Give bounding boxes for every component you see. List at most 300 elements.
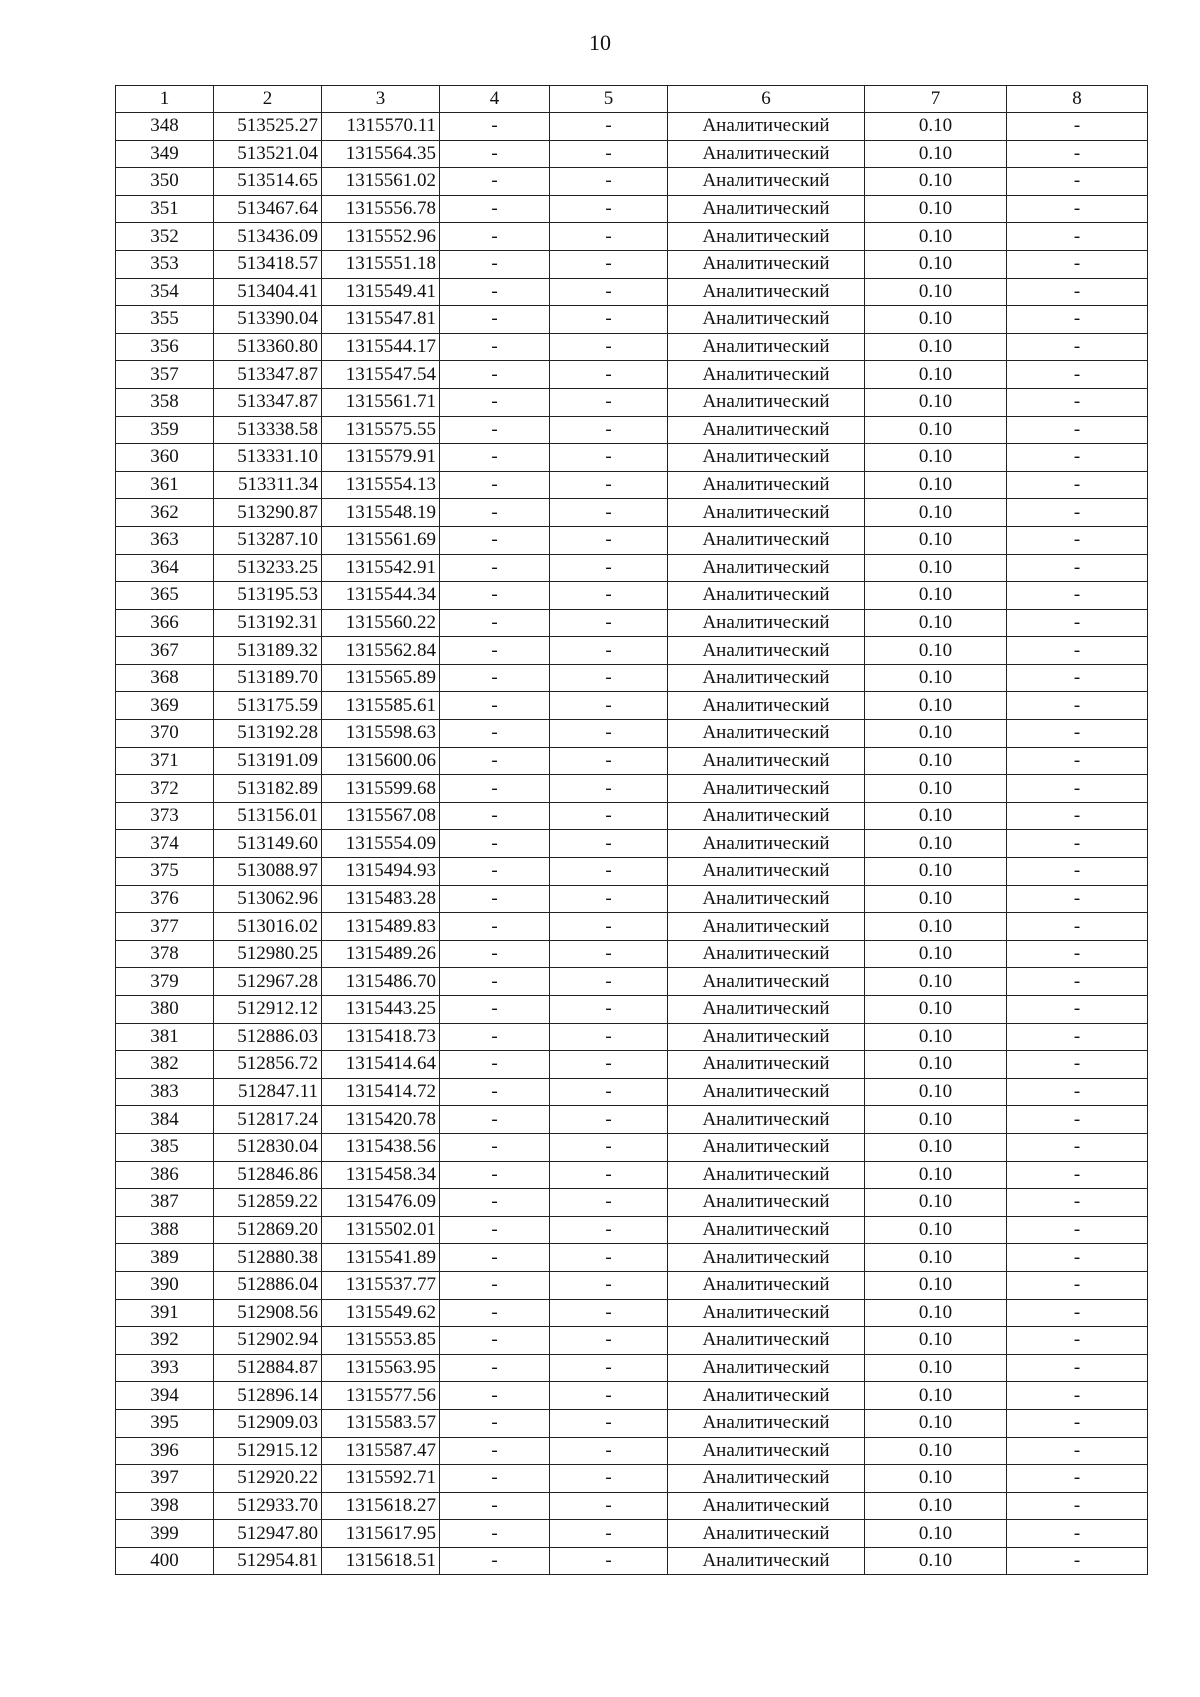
col4-cell: - bbox=[440, 1189, 550, 1217]
coord-y-cell: 1315549.62 bbox=[322, 1299, 440, 1327]
coord-x-cell: 512933.70 bbox=[214, 1492, 322, 1520]
coord-x-cell: 513016.02 bbox=[214, 913, 322, 941]
table-row bbox=[116, 692, 1148, 720]
col4-cell: - bbox=[440, 113, 550, 141]
col5-cell: - bbox=[550, 996, 668, 1024]
coord-y-cell: 1315561.71 bbox=[322, 388, 440, 416]
coordinates-table bbox=[115, 85, 1148, 1575]
col8-cell: - bbox=[1007, 333, 1148, 361]
method-cell: Аналитический bbox=[668, 802, 865, 830]
col5-cell: - bbox=[550, 720, 668, 748]
col8-cell: - bbox=[1007, 471, 1148, 499]
method-cell: Аналитический bbox=[668, 1465, 865, 1493]
col5-cell: - bbox=[550, 306, 668, 334]
table-row bbox=[116, 1299, 1148, 1327]
coord-y-cell: 1315564.35 bbox=[322, 140, 440, 168]
point-number-cell: 394 bbox=[116, 1382, 214, 1410]
col4-cell: - bbox=[440, 1382, 550, 1410]
col4-cell: - bbox=[440, 1409, 550, 1437]
table-row bbox=[116, 940, 1148, 968]
coord-x-cell: 512912.12 bbox=[214, 996, 322, 1024]
col8-cell: - bbox=[1007, 1023, 1148, 1051]
col8-cell: - bbox=[1007, 306, 1148, 334]
col5-cell: - bbox=[550, 913, 668, 941]
col4-cell: - bbox=[440, 1078, 550, 1106]
col8-cell: - bbox=[1007, 416, 1148, 444]
coord-y-cell: 1315549.41 bbox=[322, 278, 440, 306]
accuracy-cell: 0.10 bbox=[865, 554, 1007, 582]
table-row bbox=[116, 1520, 1148, 1548]
table-row bbox=[116, 113, 1148, 141]
point-number-cell: 364 bbox=[116, 554, 214, 582]
coord-x-cell: 513525.27 bbox=[214, 113, 322, 141]
method-cell: Аналитический bbox=[668, 554, 865, 582]
table-row bbox=[116, 444, 1148, 472]
method-cell: Аналитический bbox=[668, 996, 865, 1024]
point-number-cell: 362 bbox=[116, 499, 214, 527]
col5-cell: - bbox=[550, 223, 668, 251]
col5-cell: - bbox=[550, 526, 668, 554]
method-cell: Аналитический bbox=[668, 775, 865, 803]
coord-y-cell: 1315489.83 bbox=[322, 913, 440, 941]
coord-x-cell: 513062.96 bbox=[214, 885, 322, 913]
table-row bbox=[116, 1216, 1148, 1244]
point-number-cell: 366 bbox=[116, 609, 214, 637]
coord-y-cell: 1315544.34 bbox=[322, 582, 440, 610]
table-row bbox=[116, 1437, 1148, 1465]
table-row bbox=[116, 802, 1148, 830]
coord-y-cell: 1315438.56 bbox=[322, 1133, 440, 1161]
col8-cell: - bbox=[1007, 1078, 1148, 1106]
coord-y-cell: 1315420.78 bbox=[322, 1106, 440, 1134]
col5-cell: - bbox=[550, 1023, 668, 1051]
point-number-cell: 382 bbox=[116, 1051, 214, 1079]
method-cell: Аналитический bbox=[668, 913, 865, 941]
coord-y-cell: 1315592.71 bbox=[322, 1465, 440, 1493]
column-header-3: 3 bbox=[322, 86, 440, 113]
col4-cell: - bbox=[440, 609, 550, 637]
method-cell: Аналитический bbox=[668, 471, 865, 499]
point-number-cell: 353 bbox=[116, 250, 214, 278]
col5-cell: - bbox=[550, 609, 668, 637]
col4-cell: - bbox=[440, 168, 550, 196]
method-cell: Аналитический bbox=[668, 223, 865, 251]
table-row bbox=[116, 526, 1148, 554]
accuracy-cell: 0.10 bbox=[865, 361, 1007, 389]
col8-cell: - bbox=[1007, 1271, 1148, 1299]
method-cell: Аналитический bbox=[668, 747, 865, 775]
col8-cell: - bbox=[1007, 747, 1148, 775]
coord-y-cell: 1315486.70 bbox=[322, 968, 440, 996]
point-number-cell: 349 bbox=[116, 140, 214, 168]
column-header-1: 1 bbox=[116, 86, 214, 113]
coord-y-cell: 1315551.18 bbox=[322, 250, 440, 278]
coord-x-cell: 512869.20 bbox=[214, 1216, 322, 1244]
accuracy-cell: 0.10 bbox=[865, 830, 1007, 858]
table-row bbox=[116, 1354, 1148, 1382]
col5-cell: - bbox=[550, 1354, 668, 1382]
col5-cell: - bbox=[550, 664, 668, 692]
col8-cell: - bbox=[1007, 913, 1148, 941]
col8-cell: - bbox=[1007, 996, 1148, 1024]
point-number-cell: 383 bbox=[116, 1078, 214, 1106]
coord-x-cell: 513467.64 bbox=[214, 195, 322, 223]
col5-cell: - bbox=[550, 582, 668, 610]
col8-cell: - bbox=[1007, 1327, 1148, 1355]
col4-cell: - bbox=[440, 1271, 550, 1299]
col4-cell: - bbox=[440, 1354, 550, 1382]
table-row bbox=[116, 775, 1148, 803]
table-row bbox=[116, 1547, 1148, 1575]
accuracy-cell: 0.10 bbox=[865, 1354, 1007, 1382]
accuracy-cell: 0.10 bbox=[865, 388, 1007, 416]
accuracy-cell: 0.10 bbox=[865, 637, 1007, 665]
coord-x-cell: 513192.28 bbox=[214, 720, 322, 748]
method-cell: Аналитический bbox=[668, 333, 865, 361]
col4-cell: - bbox=[440, 1327, 550, 1355]
accuracy-cell: 0.10 bbox=[865, 913, 1007, 941]
coord-y-cell: 1315565.89 bbox=[322, 664, 440, 692]
col4-cell: - bbox=[440, 388, 550, 416]
column-header-5: 5 bbox=[550, 86, 668, 113]
coord-y-cell: 1315542.91 bbox=[322, 554, 440, 582]
method-cell: Аналитический bbox=[668, 830, 865, 858]
coord-y-cell: 1315600.06 bbox=[322, 747, 440, 775]
table-row bbox=[116, 720, 1148, 748]
method-cell: Аналитический bbox=[668, 168, 865, 196]
coord-x-cell: 513360.80 bbox=[214, 333, 322, 361]
col8-cell: - bbox=[1007, 582, 1148, 610]
coord-x-cell: 512947.80 bbox=[214, 1520, 322, 1548]
col5-cell: - bbox=[550, 1216, 668, 1244]
table-row bbox=[116, 1492, 1148, 1520]
coord-x-cell: 513175.59 bbox=[214, 692, 322, 720]
coord-y-cell: 1315414.64 bbox=[322, 1051, 440, 1079]
col8-cell: - bbox=[1007, 1465, 1148, 1493]
accuracy-cell: 0.10 bbox=[865, 692, 1007, 720]
accuracy-cell: 0.10 bbox=[865, 1327, 1007, 1355]
col8-cell: - bbox=[1007, 830, 1148, 858]
method-cell: Аналитический bbox=[668, 1299, 865, 1327]
col5-cell: - bbox=[550, 1465, 668, 1493]
col4-cell: - bbox=[440, 720, 550, 748]
col5-cell: - bbox=[550, 361, 668, 389]
accuracy-cell: 0.10 bbox=[865, 1133, 1007, 1161]
coord-y-cell: 1315567.08 bbox=[322, 802, 440, 830]
point-number-cell: 398 bbox=[116, 1492, 214, 1520]
coord-y-cell: 1315587.47 bbox=[322, 1437, 440, 1465]
table-row bbox=[116, 1409, 1148, 1437]
col8-cell: - bbox=[1007, 664, 1148, 692]
page-number: 10 bbox=[589, 30, 611, 55]
method-cell: Аналитический bbox=[668, 499, 865, 527]
col8-cell: - bbox=[1007, 1161, 1148, 1189]
method-cell: Аналитический bbox=[668, 113, 865, 141]
point-number-cell: 358 bbox=[116, 388, 214, 416]
point-number-cell: 386 bbox=[116, 1161, 214, 1189]
col5-cell: - bbox=[550, 1409, 668, 1437]
column-header-4: 4 bbox=[440, 86, 550, 113]
col5-cell: - bbox=[550, 1106, 668, 1134]
point-number-cell: 370 bbox=[116, 720, 214, 748]
col5-cell: - bbox=[550, 1133, 668, 1161]
coord-y-cell: 1315561.69 bbox=[322, 526, 440, 554]
point-number-cell: 384 bbox=[116, 1106, 214, 1134]
method-cell: Аналитический bbox=[668, 940, 865, 968]
accuracy-cell: 0.10 bbox=[865, 1382, 1007, 1410]
table-row bbox=[116, 416, 1148, 444]
coord-x-cell: 513156.01 bbox=[214, 802, 322, 830]
point-number-cell: 395 bbox=[116, 1409, 214, 1437]
coord-x-cell: 513195.53 bbox=[214, 582, 322, 610]
coord-y-cell: 1315494.93 bbox=[322, 858, 440, 886]
coord-y-cell: 1315618.51 bbox=[322, 1547, 440, 1575]
col4-cell: - bbox=[440, 554, 550, 582]
point-number-cell: 393 bbox=[116, 1354, 214, 1382]
accuracy-cell: 0.10 bbox=[865, 1051, 1007, 1079]
col4-cell: - bbox=[440, 802, 550, 830]
col5-cell: - bbox=[550, 195, 668, 223]
point-number-cell: 373 bbox=[116, 802, 214, 830]
col5-cell: - bbox=[550, 1271, 668, 1299]
point-number-cell: 400 bbox=[116, 1547, 214, 1575]
coord-y-cell: 1315599.68 bbox=[322, 775, 440, 803]
col4-cell: - bbox=[440, 858, 550, 886]
col4-cell: - bbox=[440, 775, 550, 803]
coord-y-cell: 1315547.81 bbox=[322, 306, 440, 334]
column-header-6: 6 bbox=[668, 86, 865, 113]
coord-y-cell: 1315553.85 bbox=[322, 1327, 440, 1355]
col8-cell: - bbox=[1007, 1382, 1148, 1410]
table-row bbox=[116, 1382, 1148, 1410]
column-header-2: 2 bbox=[214, 86, 322, 113]
accuracy-cell: 0.10 bbox=[865, 1437, 1007, 1465]
table-row bbox=[116, 333, 1148, 361]
col4-cell: - bbox=[440, 1492, 550, 1520]
coord-x-cell: 512980.25 bbox=[214, 940, 322, 968]
col4-cell: - bbox=[440, 306, 550, 334]
point-number-cell: 357 bbox=[116, 361, 214, 389]
coord-y-cell: 1315502.01 bbox=[322, 1216, 440, 1244]
table-row bbox=[116, 499, 1148, 527]
coord-x-cell: 512967.28 bbox=[214, 968, 322, 996]
table-row bbox=[116, 1023, 1148, 1051]
col4-cell: - bbox=[440, 1520, 550, 1548]
method-cell: Аналитический bbox=[668, 692, 865, 720]
coord-y-cell: 1315414.72 bbox=[322, 1078, 440, 1106]
point-number-cell: 390 bbox=[116, 1271, 214, 1299]
table-row bbox=[116, 554, 1148, 582]
coord-x-cell: 513287.10 bbox=[214, 526, 322, 554]
col5-cell: - bbox=[550, 637, 668, 665]
col5-cell: - bbox=[550, 1189, 668, 1217]
accuracy-cell: 0.10 bbox=[865, 140, 1007, 168]
table-row bbox=[116, 250, 1148, 278]
method-cell: Аналитический bbox=[668, 140, 865, 168]
coord-x-cell: 512880.38 bbox=[214, 1244, 322, 1272]
table-row bbox=[116, 223, 1148, 251]
col8-cell: - bbox=[1007, 609, 1148, 637]
accuracy-cell: 0.10 bbox=[865, 885, 1007, 913]
accuracy-cell: 0.10 bbox=[865, 1216, 1007, 1244]
point-number-cell: 376 bbox=[116, 885, 214, 913]
col5-cell: - bbox=[550, 1547, 668, 1575]
point-number-cell: 359 bbox=[116, 416, 214, 444]
table-row bbox=[116, 1189, 1148, 1217]
point-number-cell: 374 bbox=[116, 830, 214, 858]
method-cell: Аналитический bbox=[668, 1023, 865, 1051]
point-number-cell: 379 bbox=[116, 968, 214, 996]
col5-cell: - bbox=[550, 471, 668, 499]
col5-cell: - bbox=[550, 250, 668, 278]
coord-x-cell: 512886.03 bbox=[214, 1023, 322, 1051]
method-cell: Аналитический bbox=[668, 388, 865, 416]
accuracy-cell: 0.10 bbox=[865, 416, 1007, 444]
coord-y-cell: 1315552.96 bbox=[322, 223, 440, 251]
coord-x-cell: 513521.04 bbox=[214, 140, 322, 168]
coord-y-cell: 1315554.13 bbox=[322, 471, 440, 499]
method-cell: Аналитический bbox=[668, 1271, 865, 1299]
method-cell: Аналитический bbox=[668, 1106, 865, 1134]
method-cell: Аналитический bbox=[668, 1051, 865, 1079]
accuracy-cell: 0.10 bbox=[865, 1465, 1007, 1493]
table-row bbox=[116, 471, 1148, 499]
point-number-cell: 389 bbox=[116, 1244, 214, 1272]
point-number-cell: 361 bbox=[116, 471, 214, 499]
col5-cell: - bbox=[550, 113, 668, 141]
table-row bbox=[116, 1271, 1148, 1299]
col5-cell: - bbox=[550, 168, 668, 196]
col4-cell: - bbox=[440, 361, 550, 389]
method-cell: Аналитический bbox=[668, 1189, 865, 1217]
coord-x-cell: 513290.87 bbox=[214, 499, 322, 527]
accuracy-cell: 0.10 bbox=[865, 802, 1007, 830]
col8-cell: - bbox=[1007, 1106, 1148, 1134]
accuracy-cell: 0.10 bbox=[865, 1244, 1007, 1272]
coord-x-cell: 513338.58 bbox=[214, 416, 322, 444]
coord-y-cell: 1315483.28 bbox=[322, 885, 440, 913]
col8-cell: - bbox=[1007, 1244, 1148, 1272]
accuracy-cell: 0.10 bbox=[865, 278, 1007, 306]
col4-cell: - bbox=[440, 1133, 550, 1161]
col4-cell: - bbox=[440, 885, 550, 913]
table-row bbox=[116, 306, 1148, 334]
coord-y-cell: 1315443.25 bbox=[322, 996, 440, 1024]
coord-x-cell: 512954.81 bbox=[214, 1547, 322, 1575]
accuracy-cell: 0.10 bbox=[865, 168, 1007, 196]
point-number-cell: 392 bbox=[116, 1327, 214, 1355]
col8-cell: - bbox=[1007, 1437, 1148, 1465]
col8-cell: - bbox=[1007, 1520, 1148, 1548]
accuracy-cell: 0.10 bbox=[865, 775, 1007, 803]
coord-x-cell: 513514.65 bbox=[214, 168, 322, 196]
coord-x-cell: 513331.10 bbox=[214, 444, 322, 472]
col5-cell: - bbox=[550, 388, 668, 416]
accuracy-cell: 0.10 bbox=[865, 1492, 1007, 1520]
coord-y-cell: 1315537.77 bbox=[322, 1271, 440, 1299]
col4-cell: - bbox=[440, 664, 550, 692]
col4-cell: - bbox=[440, 1106, 550, 1134]
point-number-cell: 396 bbox=[116, 1437, 214, 1465]
coord-x-cell: 512830.04 bbox=[214, 1133, 322, 1161]
table-row bbox=[116, 664, 1148, 692]
col8-cell: - bbox=[1007, 278, 1148, 306]
accuracy-cell: 0.10 bbox=[865, 747, 1007, 775]
coord-y-cell: 1315577.56 bbox=[322, 1382, 440, 1410]
accuracy-cell: 0.10 bbox=[865, 1106, 1007, 1134]
accuracy-cell: 0.10 bbox=[865, 471, 1007, 499]
coord-x-cell: 512896.14 bbox=[214, 1382, 322, 1410]
table-row bbox=[116, 1051, 1148, 1079]
table-body bbox=[116, 113, 1148, 1575]
col5-cell: - bbox=[550, 968, 668, 996]
coord-y-cell: 1315541.89 bbox=[322, 1244, 440, 1272]
col8-cell: - bbox=[1007, 1189, 1148, 1217]
col8-cell: - bbox=[1007, 858, 1148, 886]
coord-x-cell: 513347.87 bbox=[214, 361, 322, 389]
col5-cell: - bbox=[550, 333, 668, 361]
col8-cell: - bbox=[1007, 692, 1148, 720]
method-cell: Аналитический bbox=[668, 278, 865, 306]
method-cell: Аналитический bbox=[668, 1437, 865, 1465]
point-number-cell: 397 bbox=[116, 1465, 214, 1493]
point-number-cell: 378 bbox=[116, 940, 214, 968]
table-row bbox=[116, 830, 1148, 858]
coord-x-cell: 513233.25 bbox=[214, 554, 322, 582]
method-cell: Аналитический bbox=[668, 1161, 865, 1189]
col5-cell: - bbox=[550, 1520, 668, 1548]
col5-cell: - bbox=[550, 1244, 668, 1272]
method-cell: Аналитический bbox=[668, 526, 865, 554]
coord-x-cell: 513418.57 bbox=[214, 250, 322, 278]
col4-cell: - bbox=[440, 444, 550, 472]
col4-cell: - bbox=[440, 333, 550, 361]
col5-cell: - bbox=[550, 554, 668, 582]
col4-cell: - bbox=[440, 637, 550, 665]
coord-x-cell: 513436.09 bbox=[214, 223, 322, 251]
point-number-cell: 354 bbox=[116, 278, 214, 306]
col5-cell: - bbox=[550, 1299, 668, 1327]
point-number-cell: 381 bbox=[116, 1023, 214, 1051]
method-cell: Аналитический bbox=[668, 582, 865, 610]
col4-cell: - bbox=[440, 1437, 550, 1465]
table-row bbox=[116, 1465, 1148, 1493]
point-number-cell: 360 bbox=[116, 444, 214, 472]
accuracy-cell: 0.10 bbox=[865, 858, 1007, 886]
accuracy-cell: 0.10 bbox=[865, 720, 1007, 748]
coord-y-cell: 1315583.57 bbox=[322, 1409, 440, 1437]
col4-cell: - bbox=[440, 913, 550, 941]
method-cell: Аналитический bbox=[668, 1244, 865, 1272]
col4-cell: - bbox=[440, 416, 550, 444]
accuracy-cell: 0.10 bbox=[865, 1520, 1007, 1548]
method-cell: Аналитический bbox=[668, 444, 865, 472]
method-cell: Аналитический bbox=[668, 1327, 865, 1355]
col5-cell: - bbox=[550, 444, 668, 472]
col5-cell: - bbox=[550, 278, 668, 306]
point-number-cell: 352 bbox=[116, 223, 214, 251]
table-row bbox=[116, 885, 1148, 913]
table-row bbox=[116, 195, 1148, 223]
accuracy-cell: 0.10 bbox=[865, 223, 1007, 251]
col4-cell: - bbox=[440, 195, 550, 223]
col5-cell: - bbox=[550, 692, 668, 720]
col8-cell: - bbox=[1007, 250, 1148, 278]
coord-x-cell: 513390.04 bbox=[214, 306, 322, 334]
col8-cell: - bbox=[1007, 195, 1148, 223]
coord-y-cell: 1315562.84 bbox=[322, 637, 440, 665]
table-row bbox=[116, 582, 1148, 610]
